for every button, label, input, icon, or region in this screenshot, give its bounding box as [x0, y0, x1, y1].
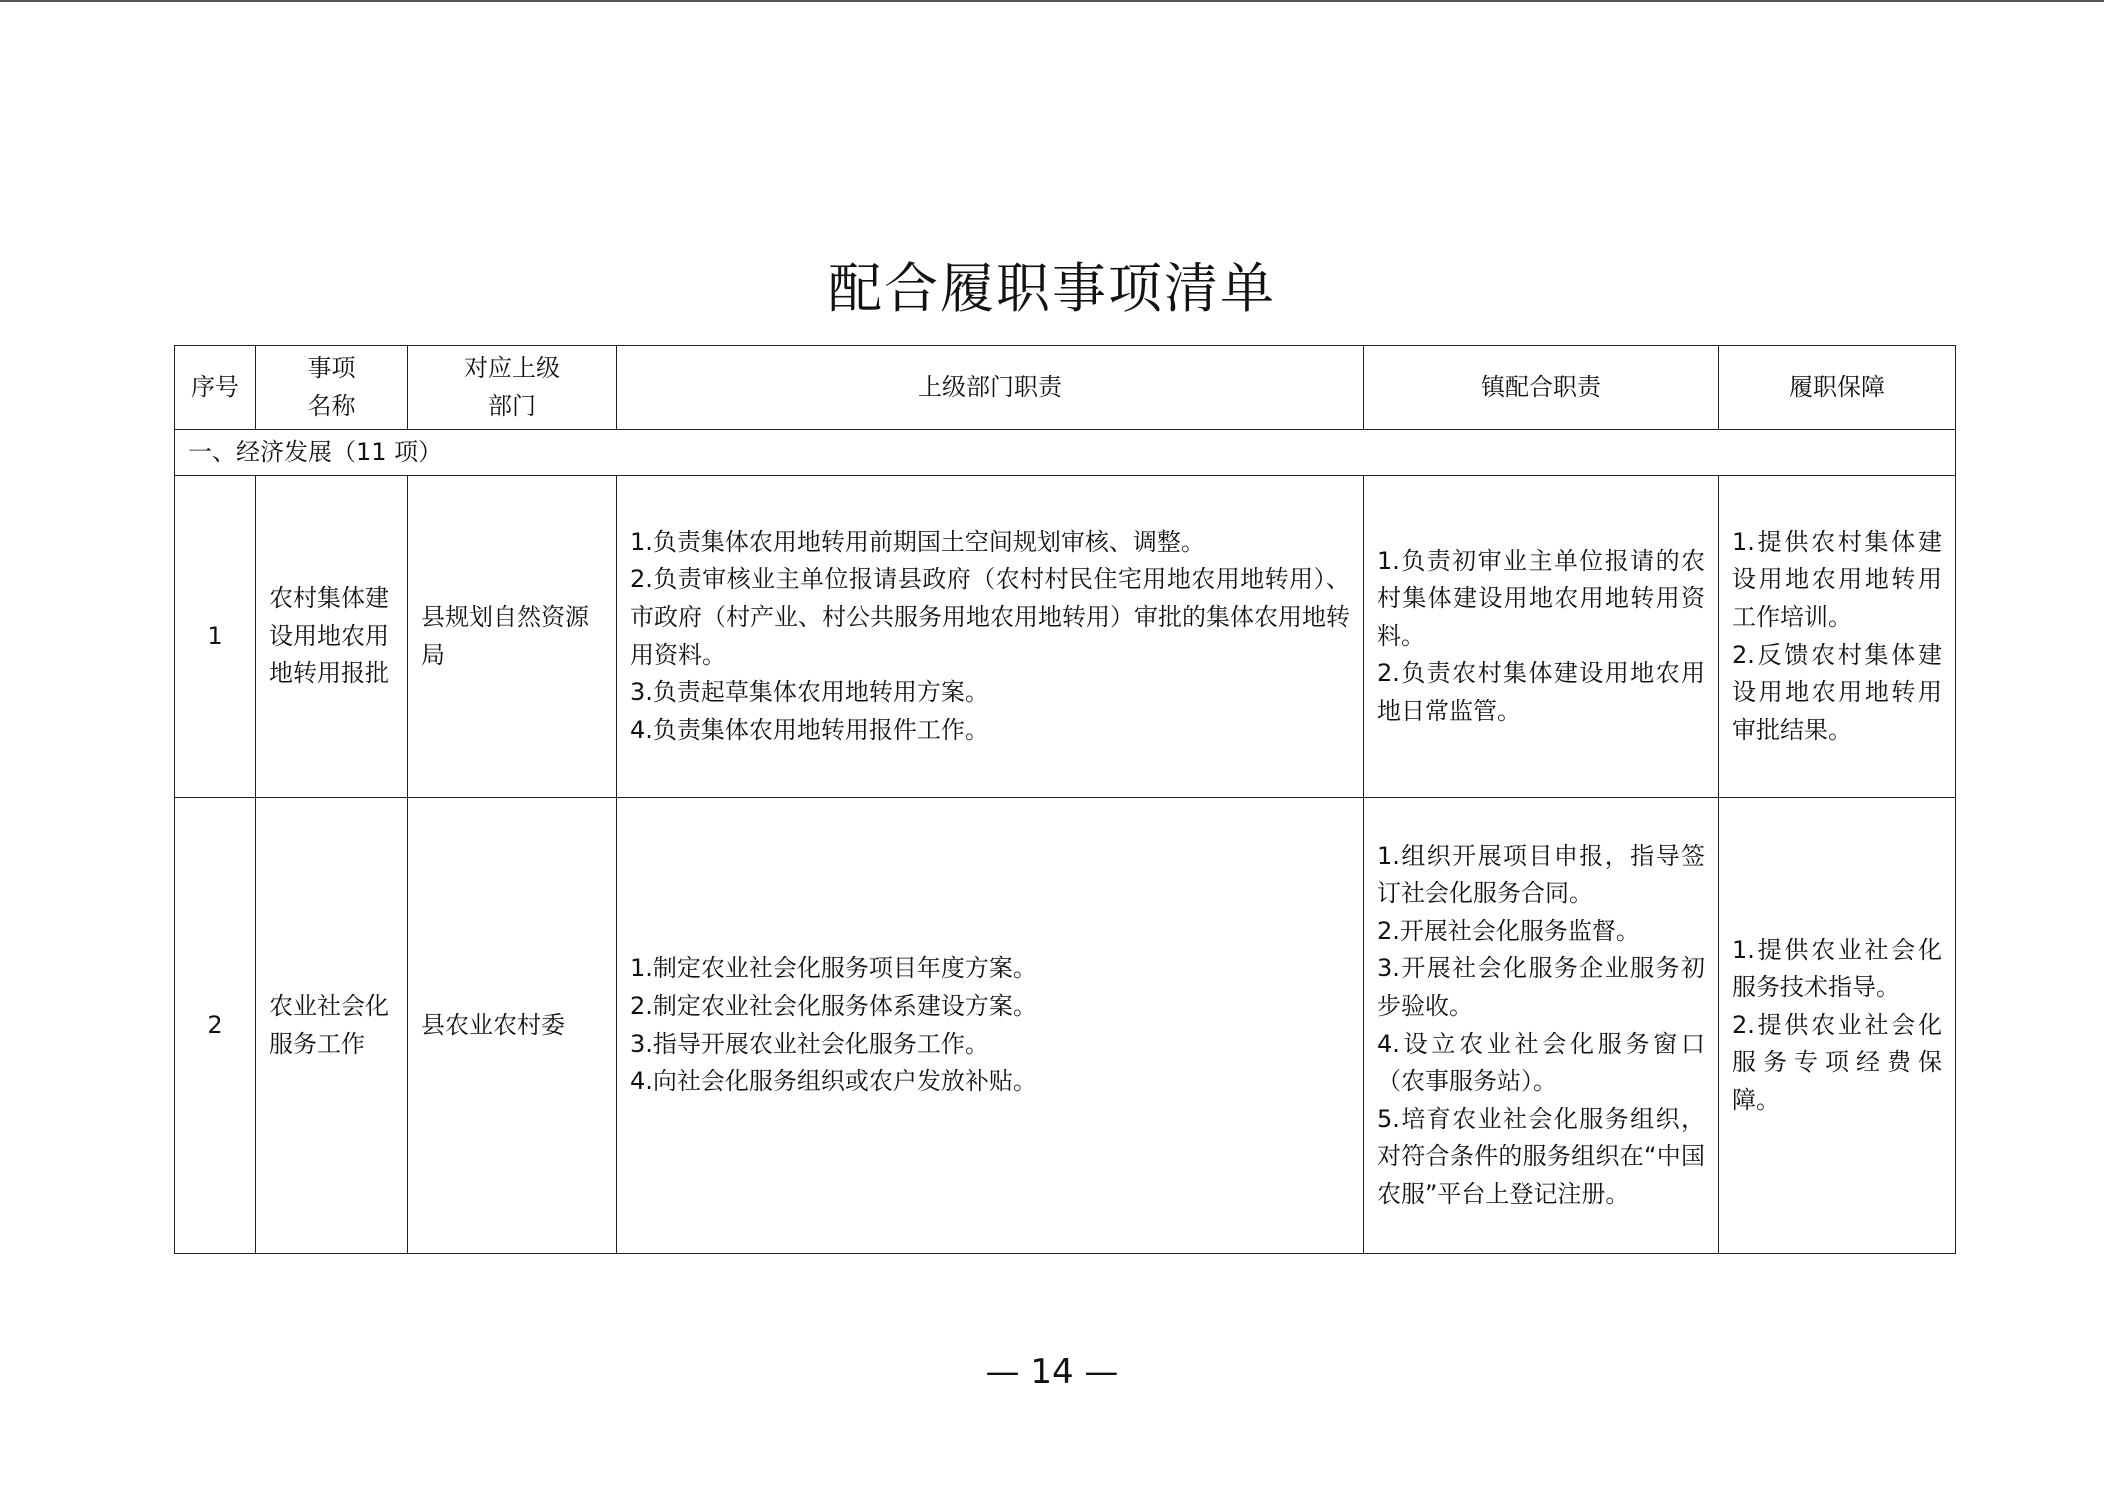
page-number: — 14 — [985, 1352, 1119, 1392]
row-dept: 县规划自然资源局 [408, 476, 617, 798]
row-name: 农村集体建设用地农用地转用报批 [256, 476, 408, 798]
table-row [175, 798, 1956, 1254]
row-dept: 县农业农村委 [408, 798, 617, 1254]
header-no: 序号 [175, 346, 256, 430]
table-row [175, 476, 1956, 798]
row-guarantee: 1.提供农业社会化服务技术指导。 2.提供农业社会化服务专项经费保障。 [1719, 798, 1956, 1254]
row-name: 农业社会化服务工作 [256, 798, 408, 1254]
header-dept: 对应上级 部门 [408, 346, 617, 430]
header-name-label: 事项名称 [307, 353, 356, 420]
row-guarantee: 1.提供农村集体建设用地农用地转用工作培训。 2.反馈农村集体建设用地农用地转用审批结果。 [1719, 476, 1956, 798]
row-town-duty: 1.组织开展项目申报，指导签订社会化服务合同。 2.开展社会化服务监督。 3.开展社会化服务企业服务初步验收。 4.设立农业社会化服务窗口（农事服务站）。 5.培育农业社会化服务组织，对符合条件的服务组织在“中国农服”平台上登记注册。 [1364, 798, 1719, 1254]
header-guarantee: 履职保障 [1719, 346, 1956, 430]
section-title: 一、经济发展（11 项） [175, 430, 1956, 476]
row-upper-duty: 1.负责集体农用地转用前期国土空间规划审核、调整。 2.负责审核业主单位报请县政府（农村村民住宅用地农用地转用）、市政府（村产业、村公共服务用地农用地转用）审批的集体农用地转用资料。 3.负责起草集体农用地转用方案。 4.负责集体农用地转用报件工作。 [617, 476, 1364, 798]
header-town-duty: 镇配合职责 [1364, 346, 1719, 430]
header-upper-duty: 上级部门职责 [617, 346, 1364, 430]
page-title: 配合履职事项清单 [828, 257, 1276, 320]
header-name [256, 346, 408, 430]
row-upper-duty: 1.制定农业社会化服务项目年度方案。 2.制定农业社会化服务体系建设方案。 3.指导开展农业社会化服务工作。 4.向社会化服务组织或农户发放补贴。 [617, 798, 1364, 1254]
section-row [175, 430, 1956, 476]
duty-table [174, 345, 1956, 1254]
row-no: 1 [175, 476, 256, 798]
row-no: 2 [175, 798, 256, 1254]
row-town-duty: 1.负责初审业主单位报请的农村集体建设用地农用地转用资料。 2.负责农村集体建设用地农用地日常监管。 [1364, 476, 1719, 798]
table-header-row [175, 346, 1956, 430]
